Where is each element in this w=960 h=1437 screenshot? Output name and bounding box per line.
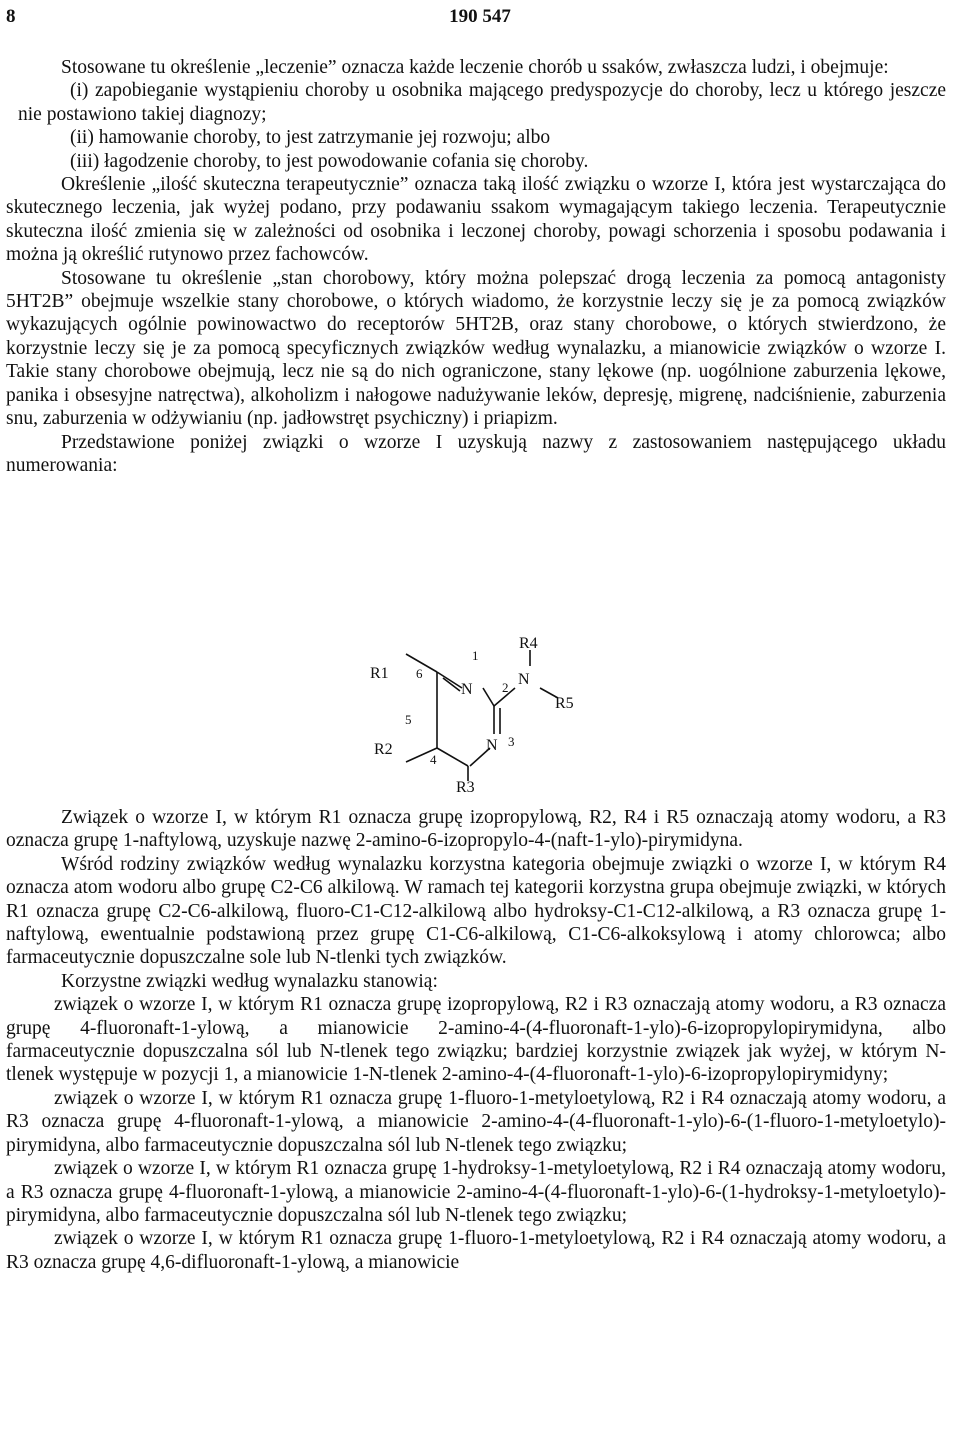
pyrimidine-ring-bonds xyxy=(406,650,558,781)
section-compounds xyxy=(6,806,946,1274)
paragraph-numbering-intro: Przedstawione poniżej związki o wzorze I uzyskują nazwy z zastosowaniem następującego układu numerowania: xyxy=(6,431,946,476)
section-definitions xyxy=(6,56,946,477)
page-number: 8 xyxy=(6,6,16,27)
formula-i-structure xyxy=(350,616,590,796)
compound-item: związek o wzorze I, w którym R1 oznacza grupę 1-fluoro-1-metyloetylową, R2 i R4 oznaczają atomy wodoru, a R3 oznacza grupę 4-fluoronaft-1-ylową, a mianowicie 2-amino-4-(4-fluoronaft-1-ylo)-6-(1-fluoro-1-metyloetylo)-pirymidyna, albo farmaceutycznie dopuszczalna sól lub N-tlenek tego związku; xyxy=(6,1087,946,1156)
position-6: 6 xyxy=(416,666,423,681)
list-item: (i) zapobieganie wystąpieniu choroby u osobnika mającego predyspozycje do choroby, lecz u którego jeszcze nie postawiono takiej diagnozy; xyxy=(18,80,946,125)
position-1: 1 xyxy=(472,648,479,663)
paragraph-preferred-intro: Korzystne związki według wynalazku stanowią: xyxy=(61,970,438,992)
position-4: 4 xyxy=(430,752,437,767)
position-3: 3 xyxy=(508,734,515,749)
compound-item: związek o wzorze I, w którym R1 oznacza grupę 1-hydroksy-1-metyloetylową, R2 i R4 oznaczają atomy wodoru, a R3 oznacza grupę 4-fluoronaft-1-ylową, a mianowicie 2-amino-4-(4-fluoronaft-1-ylo)-6-(1-hydroksy-1-metyloetylo)-pirymidyna, albo farmaceutycznie dopuszczalna sól lub N-tlenek tego związku; xyxy=(6,1158,946,1226)
substituent-r4: R4 xyxy=(519,635,538,652)
position-5: 5 xyxy=(405,712,412,727)
treatment-list xyxy=(6,79,946,173)
compound-item: związek o wzorze I, w którym R1 oznacza grupę izopropylową, R2 i R3 oznaczają atomy wodoru, a R3 oznacza grupę 4-fluoronaft-1-ylową, a mianowicie 2-amino-4-(4-fluoronaft-1-ylo)-6-izopropylopirymidyna, albo farmaceutycznie dopuszczalna sól lub N-tlenek tego związku; bardziej korzystnie związek jak wyżej, w którym N-tlenek występuje w pozycji 1, a mianowicie 1-N-tlenek 2-amino-4-(4-fluoronaft-1-ylo)-6-izopropylopirymidyny; xyxy=(6,994,946,1086)
paragraph-effective-amount: Określenie „ilość skuteczna terapeutycznie” oznacza taką ilość związku o wzorze I, która jest wystarczająca do skutecznego leczenia, jak wyżej podano, przy podawaniu ssakom wymagającym takiego leczenia. Terapeutycznie skuteczna ilość zmienia się w zależności od osobnika i leczonej choroby, powagi schorzenia i sposobu podawania i można ją określić rutynowo przez fachowców. xyxy=(6,174,946,266)
substituent-r3: R3 xyxy=(456,779,475,796)
amino-nitrogen: N xyxy=(518,671,530,688)
list-item: (ii) hamowanie choroby, to jest zatrzymanie jej rozwoju; albo xyxy=(70,127,551,149)
ring-nitrogen-1: N xyxy=(461,681,473,698)
compound-item: związek o wzorze I, w którym R1 oznacza grupę 1-fluoro-1-metyloetylową, R2 i R4 oznaczają atomy wodoru, a R3 oznacza grupę 4,6-difluoronaft-1-ylową, a mianowicie xyxy=(6,1228,946,1273)
page-header xyxy=(0,6,960,36)
paragraph-preferred-category: Wśród rodziny związków według wynalazku korzystna kategoria obejmuje związki o wzorze I, w którym R4 oznacza atom wodoru albo grupę C2-C6 alkilową. W ramach tej kategorii korzystna grupa obejmuje związki, w których R1 oznacza grupę C2-C6-alkilową, fluoro-C1-C12-alkilową albo hydroksy-C1-C12-alkilową, a R3 oznacza grupę 1-naftylową, ewentualnie podstawioną przez grupę C1-C6-alkilową, C1-C6-alkoksylową i atomy chlorowca; albo farmaceutycznie dopuszczalne sole lub N-tlenki tych związków. xyxy=(6,853,946,969)
position-2: 2 xyxy=(502,680,509,695)
paragraph-naming-example: Związek o wzorze I, w którym R1 oznacza grupę izopropylową, R2, R4 i R5 oznaczają atomy wodoru, a R3 oznacza grupę 1-naftylową, uzyskuje nazwę 2-amino-6-izopropylo-4-(naft-1-ylo)-pirymidyna. xyxy=(6,807,946,852)
paragraph-disease-states: Stosowane tu określenie „stan chorobowy, który można polepszać drogą leczenia za pomocą antagonisty 5HT2B” obejmuje wszelkie stany chorobowe, o których wiadomo, że korzystnie leczy się je za pomocą związków wykazujących ogólnie powinowactwo do receptorów 5HT2B, oraz stany chorobowe, o których stwierdzono, że korzystnie leczy się je za pomocą specyficznych związków według wynalazku, a mianowicie związków o wzorze I. Takie stany chorobowe obejmują, lecz nie są do nich ograniczone, stany lękowe (np. uogólnione zaburzenia lękowe, panika i obsesyjne natręctwa), alkoholizm i nałogowe nadużywanie leków, depresję, migrenę, nadciśnienie, zaburzenia snu, zaburzenia w odżywianiu (np. jadłowstręt psychiczny) i priapizm. xyxy=(6,267,946,430)
list-item: (iii) łagodzenie choroby, to jest powodowanie cofania się choroby. xyxy=(70,150,589,172)
patent-number: 190 547 xyxy=(449,6,511,27)
substituent-r5: R5 xyxy=(555,695,574,712)
substituent-r2: R2 xyxy=(374,741,393,758)
paragraph-treatment-definition: Stosowane tu określenie „leczenie” oznacza każde leczenie chorób u ssaków, zwłaszcza ludzi, i obejmuje: xyxy=(61,57,889,78)
ring-nitrogen-3: N xyxy=(486,737,498,754)
substituent-r1: R1 xyxy=(370,665,389,682)
